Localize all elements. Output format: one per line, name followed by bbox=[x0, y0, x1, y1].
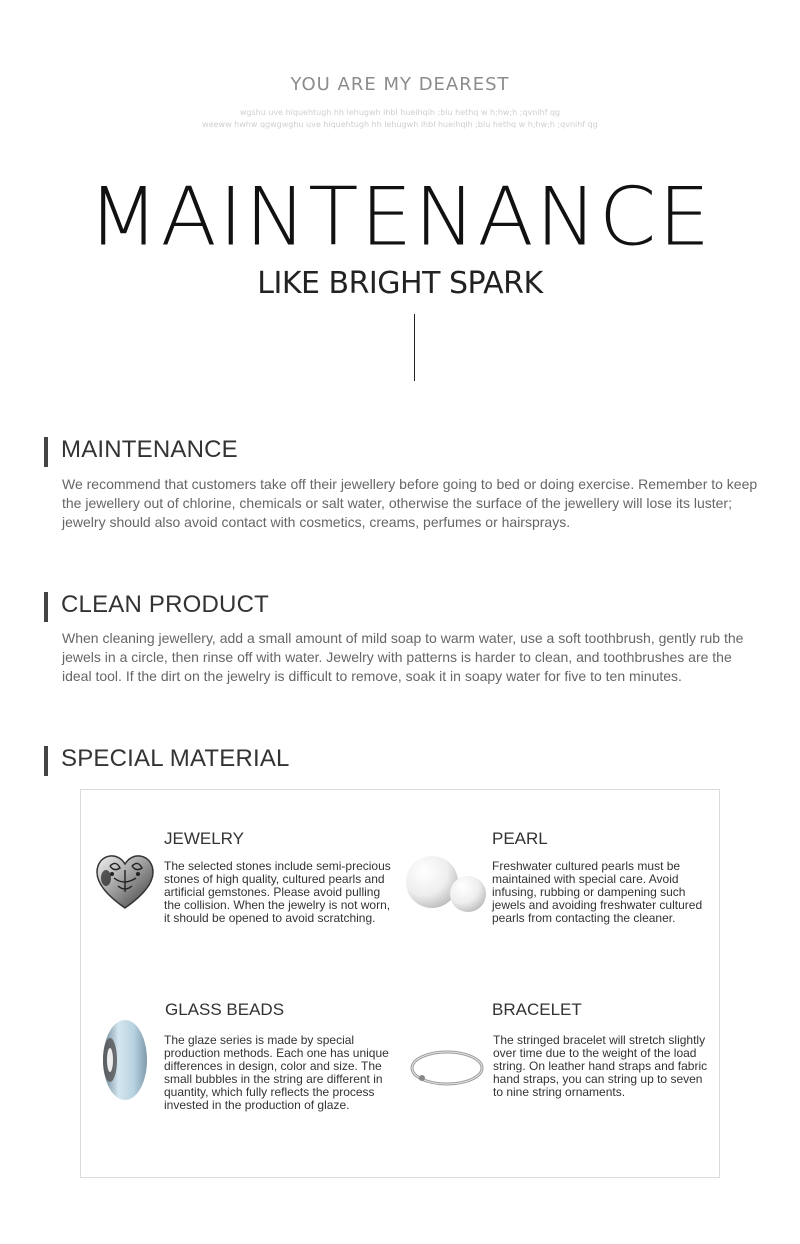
material-text-glass-beads: The glaze series is made by special production methods. Each one has unique differences in design, color and size. The small bubbles in the string are different in quantity, which fully reflects the process invested in the production of glaze. bbox=[164, 1033, 389, 1112]
material-title-pearl: PEARL bbox=[492, 829, 548, 848]
hero-title: MAINTENANCE bbox=[87, 170, 713, 265]
bracelet-icon bbox=[408, 1044, 486, 1092]
material-text-bracelet: The stringed bracelet will stretch slightly over time due to the weight of the load string. On leather hand straps and fabric hand straps, you can string up to seven to nine string ornaments. bbox=[493, 1033, 708, 1099]
section-title-clean-product: CLEAN PRODUCT bbox=[61, 591, 269, 618]
header-kicker: YOU ARE MY DEAREST bbox=[290, 74, 510, 95]
section-text-clean-product: When cleaning jewellery, add a small amount of mild soap to warm water, use a soft toothbrush, gently rub the jewels in a circle, then rinse off with water. Jewelry with patterns is harder to clean, and toothbrushes are the ideal tool. If the dirt on the jewelry is difficult to remove, soak it in soapy water for five to ten minutes. bbox=[62, 630, 744, 684]
decorative-text-line-1: wgshu uve hiquehtugh hh lehugwh ihbl hueihqih ;blu hethq w h;hw;h ;qvnihf qg bbox=[239, 108, 561, 117]
material-text-jewelry: The selected stones include semi-precious stones of high quality, cultured pearls and artificial gemstones. Please avoid pulling the collision. When the jewelry is not worn, it should be opened to avoid scratching. bbox=[164, 859, 391, 925]
glass-bead-icon bbox=[98, 1018, 148, 1102]
section-title-special-material: SPECIAL MATERIAL bbox=[61, 745, 290, 772]
section-marker-maintenance bbox=[44, 437, 48, 467]
pearl-icon bbox=[402, 846, 490, 926]
section-marker-special-material bbox=[44, 746, 48, 776]
section-text-maintenance: We recommend that customers take off their jewellery before going to bed or doing exercise. Remember to keep the jewellery out of chlorine, chemicals or salt water, otherwise the surface of the jewellery will lose its luster; jewelry should also avoid contact with cosmetics, creams, perfumes or hairsprays. bbox=[62, 476, 758, 530]
material-text-pearl: Freshwater cultured pearls must be maintained with special care. Avoid infusing, rubbing or dampening such jewels and avoiding freshwater cultured pearls from contacting the cleaner. bbox=[492, 859, 703, 925]
material-title-glass-beads: GLASS BEADS bbox=[165, 1000, 285, 1019]
decorative-text-line-2: weeww hwhw qgwgwghu uve hiquehtugh hh lehugwh ihbl hueihqih ;blu hethq w h;hw;h ;qvnihf qg bbox=[202, 120, 598, 129]
hero-subtitle: LIKE BRIGHT SPARK bbox=[257, 266, 543, 301]
heart-charm-icon bbox=[92, 848, 158, 914]
section-marker-clean-product bbox=[44, 592, 48, 622]
material-title-jewelry: JEWELRY bbox=[164, 829, 244, 848]
material-title-bracelet: BRACELET bbox=[492, 1000, 582, 1019]
vertical-divider bbox=[414, 314, 415, 381]
section-title-maintenance: MAINTENANCE bbox=[61, 436, 238, 463]
